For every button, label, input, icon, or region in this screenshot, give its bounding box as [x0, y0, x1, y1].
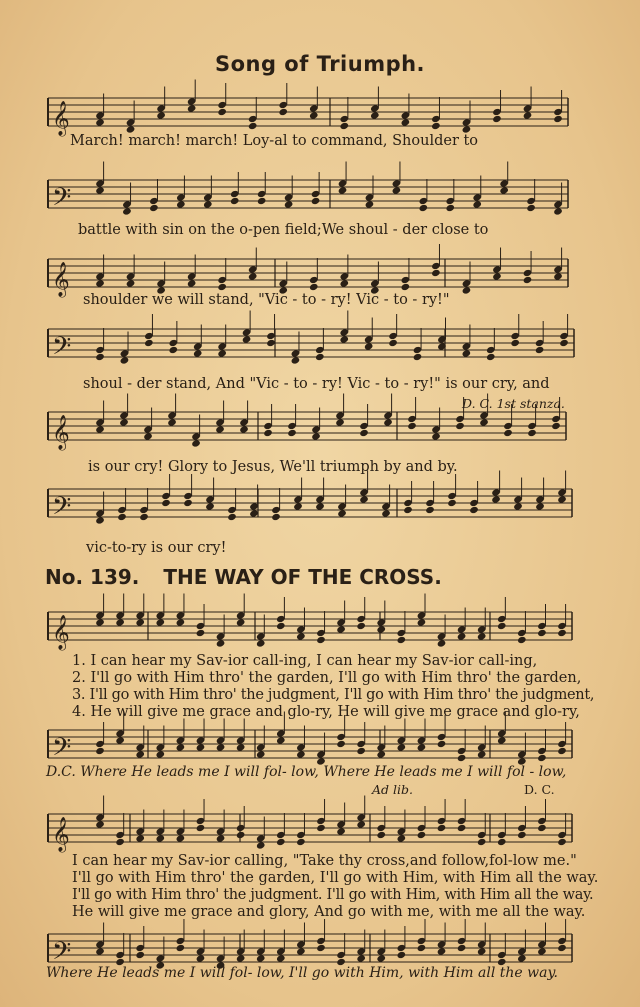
lyric-line: shoul - der stand, And "Vic - to - ry! Vic - to - ry!" is our cry, and — [83, 376, 550, 392]
note — [216, 719, 226, 752]
note — [457, 729, 467, 762]
bass-clef-icon: 𝄢 — [52, 937, 72, 972]
note — [115, 813, 125, 846]
note — [376, 806, 386, 839]
verse-line: I'll go with Him thro' the garden, I'll go with Him, with Him all the way. — [72, 870, 599, 886]
verse-line: I'll go with Him thro' the judgment. I'll go with Him, with Him all the way. — [72, 887, 594, 903]
note — [139, 488, 149, 521]
note — [497, 813, 507, 846]
note — [271, 488, 281, 521]
treble-clef-icon: 𝄞 — [52, 262, 70, 297]
note — [205, 478, 215, 511]
note — [419, 179, 429, 212]
verse-line: 3. I'll go with Him thro' the judgment, I'll go with Him thro' the judgment, — [72, 687, 595, 703]
note — [248, 248, 258, 281]
note — [388, 314, 398, 347]
lyric-line: is our cry! Glory to Jesus, We'll triumph by and by. — [88, 459, 458, 475]
staff-lines — [48, 934, 572, 962]
note — [557, 813, 567, 846]
dc-lyric-line: D.C. Where He leads me I will fol- low, Where He leads me I will fol - low, — [46, 764, 567, 780]
note — [296, 813, 306, 846]
treble-clef-icon: 𝄞 — [52, 415, 70, 450]
note — [477, 813, 487, 846]
note — [513, 478, 523, 511]
note — [156, 87, 166, 120]
note — [176, 919, 186, 952]
ad-lib-marking: Ad lib. — [372, 782, 413, 797]
note — [117, 488, 127, 521]
hymn-title: THE WAY OF THE CROSS. — [163, 565, 442, 589]
treble-clef-icon: 𝄞 — [52, 101, 70, 136]
bass-clef-icon: 𝄢 — [52, 492, 72, 527]
note — [167, 394, 177, 427]
note — [227, 488, 237, 521]
note — [215, 401, 225, 434]
note — [469, 481, 479, 514]
note — [95, 796, 105, 829]
note — [537, 923, 547, 956]
note — [248, 97, 258, 130]
note — [492, 90, 502, 123]
note — [553, 248, 563, 281]
note — [356, 796, 366, 829]
note — [115, 933, 125, 966]
note — [364, 318, 374, 351]
note — [115, 594, 125, 627]
lyric-line: vic-to-ry is our cry! — [86, 540, 227, 556]
note — [492, 248, 502, 281]
note — [523, 251, 533, 284]
note — [176, 594, 186, 627]
lyric-line: shoulder we will stand, "Vic - to - ry! Vic - to - ry!" — [83, 292, 450, 308]
note — [457, 919, 467, 952]
verse-line: 4. He will give me grace and glo-ry, He will give me grace and glo-ry, — [72, 704, 580, 720]
note — [287, 404, 297, 437]
lyric-line: battle with sin on the o-pen field;We shoul - der close to — [78, 222, 489, 238]
note — [537, 729, 547, 762]
note — [517, 806, 527, 839]
staff-lines — [48, 612, 572, 640]
note — [437, 318, 447, 351]
note — [149, 179, 159, 212]
note — [417, 806, 427, 839]
note — [242, 311, 252, 344]
staff-lines — [48, 259, 568, 287]
note — [356, 597, 366, 630]
note — [276, 813, 286, 846]
note — [183, 474, 193, 507]
note — [339, 311, 349, 344]
music-staff-system — [0, 922, 640, 1002]
music-staff-system — [0, 245, 640, 325]
note — [559, 314, 569, 347]
note — [316, 611, 326, 644]
note — [497, 933, 507, 966]
dc-marking: D. C. 1st stanza. — [462, 396, 565, 411]
staff-lines — [48, 730, 572, 758]
note — [315, 478, 325, 511]
note — [486, 328, 496, 361]
music-staff-system — [0, 92, 640, 172]
note — [403, 481, 413, 514]
note — [526, 179, 536, 212]
note — [557, 919, 567, 952]
hymn-title: Song of Triumph. — [214, 52, 426, 76]
note — [397, 611, 407, 644]
bass-clef-icon: 𝄢 — [52, 183, 72, 218]
note — [176, 719, 186, 752]
note — [457, 799, 467, 832]
note — [119, 394, 129, 427]
lyric-line: March! march! march! Loy-al to command, Shoulder to — [70, 133, 479, 149]
note — [335, 394, 345, 427]
note — [437, 923, 447, 956]
note — [370, 87, 380, 120]
dc-marking: D. C. — [524, 782, 555, 797]
note — [553, 90, 563, 123]
note — [557, 722, 567, 755]
hymn-header — [45, 565, 605, 589]
note — [537, 604, 547, 637]
note — [236, 719, 246, 752]
note — [477, 923, 487, 956]
note — [537, 799, 547, 832]
note — [257, 172, 267, 205]
note — [144, 314, 154, 347]
verse-line: He will give me grace and glory, And go with me, with me all the way. — [72, 904, 586, 920]
note — [311, 172, 321, 205]
note — [383, 394, 393, 427]
note — [316, 799, 326, 832]
note — [356, 722, 366, 755]
note — [309, 87, 319, 120]
note — [417, 719, 427, 752]
note — [437, 799, 447, 832]
note — [359, 404, 369, 437]
note — [336, 601, 346, 634]
note — [239, 401, 249, 434]
note — [196, 604, 206, 637]
note — [425, 481, 435, 514]
note — [196, 719, 206, 752]
note — [336, 803, 346, 836]
note — [263, 404, 273, 437]
dc-lyric-line: Where He leads me I will fol- low, I'll go with Him, with Him all the way. — [46, 965, 558, 981]
note — [155, 594, 165, 627]
note — [557, 604, 567, 637]
note — [135, 594, 145, 627]
note — [431, 97, 441, 130]
note — [431, 244, 441, 277]
note — [168, 321, 178, 354]
note — [135, 926, 145, 959]
note — [517, 611, 527, 644]
note — [236, 594, 246, 627]
note — [266, 314, 276, 347]
note — [417, 594, 427, 627]
note — [523, 87, 533, 120]
note — [339, 97, 349, 130]
note — [278, 83, 288, 116]
note — [510, 314, 520, 347]
note — [397, 926, 407, 959]
note — [95, 401, 105, 434]
note — [497, 597, 507, 630]
note — [161, 474, 171, 507]
staff-lines — [48, 98, 568, 126]
note — [376, 601, 386, 634]
note — [535, 478, 545, 511]
verse-line: 1. I can hear my Sav-ior call-ing, I can hear my Sav-ior call-ing, — [72, 653, 538, 669]
note — [95, 594, 105, 627]
note — [293, 478, 303, 511]
note — [336, 933, 346, 966]
bass-clef-icon: 𝄢 — [52, 733, 72, 768]
note — [230, 172, 240, 205]
treble-clef-icon: 𝄞 — [52, 817, 70, 852]
note — [95, 923, 105, 956]
note — [413, 328, 423, 361]
note — [417, 919, 427, 952]
note — [397, 719, 407, 752]
note — [217, 83, 227, 116]
note — [276, 597, 286, 630]
note — [95, 722, 105, 755]
note — [187, 80, 197, 113]
note — [447, 474, 457, 507]
verse-line: 2. I'll go with Him thro' the garden, I'll go with Him thro' the garden, — [72, 670, 582, 686]
note — [196, 799, 206, 832]
note — [95, 328, 105, 361]
bass-clef-icon: 𝄢 — [52, 332, 72, 367]
note — [316, 919, 326, 952]
note — [296, 923, 306, 956]
verse-line: I can hear my Sav-ior calling, "Take thy cross,and follow,fol-low me." — [72, 853, 577, 869]
note — [309, 258, 319, 291]
note — [535, 321, 545, 354]
treble-clef-icon: 𝄞 — [52, 615, 70, 650]
hymn-number: No. 139. — [45, 565, 140, 589]
note — [315, 328, 325, 361]
note — [445, 179, 455, 212]
note — [407, 397, 417, 430]
note — [217, 258, 227, 291]
note — [236, 806, 246, 839]
note — [401, 258, 411, 291]
staff-lines — [48, 814, 572, 842]
